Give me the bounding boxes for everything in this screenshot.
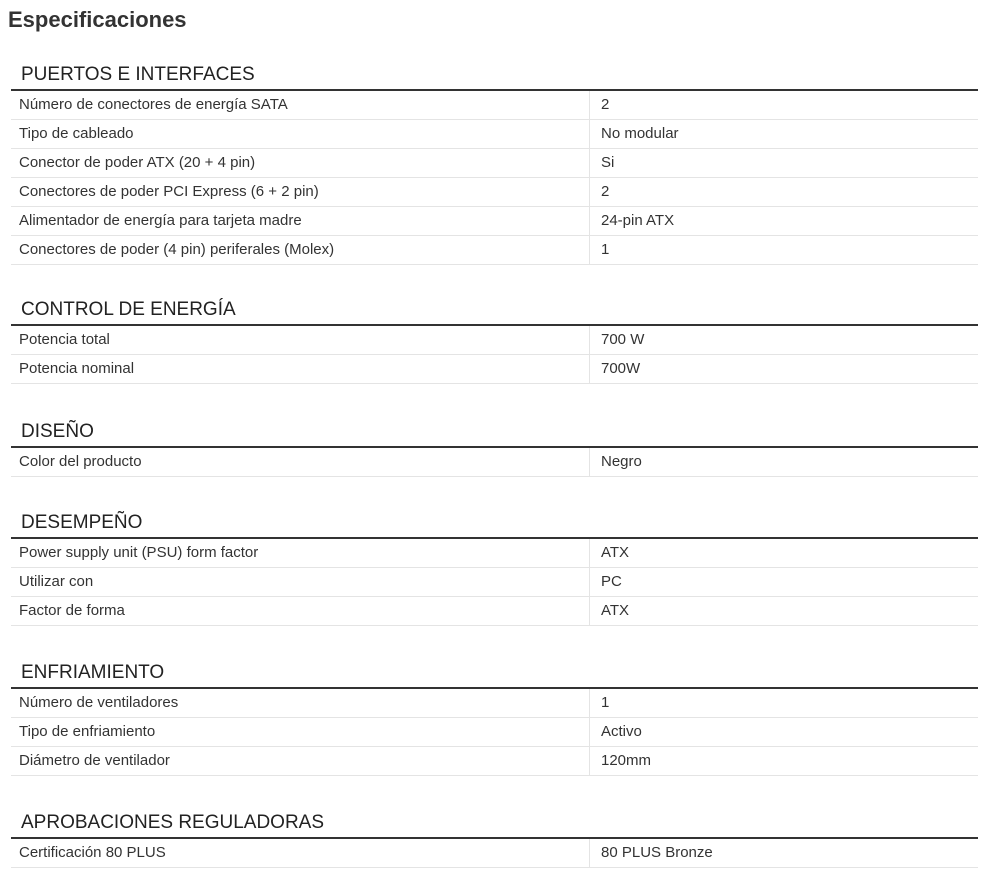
spec-row	[11, 568, 978, 597]
spec-value: No modular	[601, 125, 679, 142]
spec-label: Potencia total	[11, 326, 590, 354]
spec-label: Tipo de cableado	[11, 120, 590, 148]
section-title: DESEMPEÑO	[11, 511, 978, 539]
spec-row	[11, 539, 978, 568]
spec-row	[11, 718, 978, 747]
spec-value: 700 W	[601, 331, 645, 348]
spec-label: Potencia nominal	[11, 355, 590, 383]
spec-row	[11, 355, 978, 384]
spec-value: Activo	[601, 723, 642, 740]
spec-label: Color del producto	[11, 448, 590, 476]
spec-label: Conectores de poder (4 pin) periferales (Molex)	[11, 236, 590, 264]
spec-label: Alimentador de energía para tarjeta madre	[11, 207, 590, 235]
spec-row	[11, 839, 978, 868]
spec-value: 120mm	[601, 752, 652, 769]
page-title: Especificaciones	[8, 7, 187, 32]
spec-value: 2	[601, 183, 610, 200]
spec-label: Número de ventiladores	[11, 689, 590, 717]
section-title: DISEÑO	[11, 420, 978, 448]
spec-label: Conectores de poder PCI Express (6 + 2 pin)	[11, 178, 590, 206]
spec-value: ATX	[601, 602, 630, 619]
spec-value: 700W	[601, 360, 641, 377]
spec-value: Negro	[601, 453, 642, 470]
section-title: CONTROL DE ENERGÍA	[11, 298, 978, 326]
spec-row	[11, 120, 978, 149]
spec-label: Número de conectores de energía SATA	[11, 91, 590, 119]
spec-row	[11, 597, 978, 626]
spec-value: 1	[601, 694, 610, 711]
spec-value: 80 PLUS Bronze	[601, 844, 713, 861]
section-diseno	[11, 420, 978, 477]
spec-row	[11, 689, 978, 718]
spec-value: 1	[601, 241, 610, 258]
spec-label: Utilizar con	[11, 568, 590, 596]
spec-label: Conector de poder ATX (20 + 4 pin)	[11, 149, 590, 177]
spec-row	[11, 178, 978, 207]
spec-row	[11, 448, 978, 477]
spec-value: 2	[601, 96, 610, 113]
section-desempeno	[11, 511, 978, 626]
spec-row	[11, 149, 978, 178]
section-title: ENFRIAMIENTO	[11, 661, 978, 689]
spec-label: Diámetro de ventilador	[11, 747, 590, 775]
spec-row	[11, 207, 978, 236]
spec-label: Factor de forma	[11, 597, 590, 625]
section-control-de-energia	[11, 298, 978, 384]
section-enfriamiento	[11, 661, 978, 776]
section-title: APROBACIONES REGULADORAS	[11, 811, 978, 839]
spec-row	[11, 747, 978, 776]
spec-row	[11, 91, 978, 120]
spec-value: 24-pin ATX	[601, 212, 675, 229]
section-title: PUERTOS E INTERFACES	[11, 63, 978, 91]
spec-label: Certificación 80 PLUS	[11, 839, 590, 867]
section-puertos-e-interfaces	[11, 63, 978, 265]
spec-value: Si	[601, 154, 615, 171]
spec-value: PC	[601, 573, 622, 590]
section-aprobaciones-reguladoras	[11, 811, 978, 868]
spec-row	[11, 236, 978, 265]
spec-label: Power supply unit (PSU) form factor	[11, 539, 590, 567]
spec-label: Tipo de enfriamiento	[11, 718, 590, 746]
spec-row	[11, 326, 978, 355]
spec-value: ATX	[601, 544, 630, 561]
